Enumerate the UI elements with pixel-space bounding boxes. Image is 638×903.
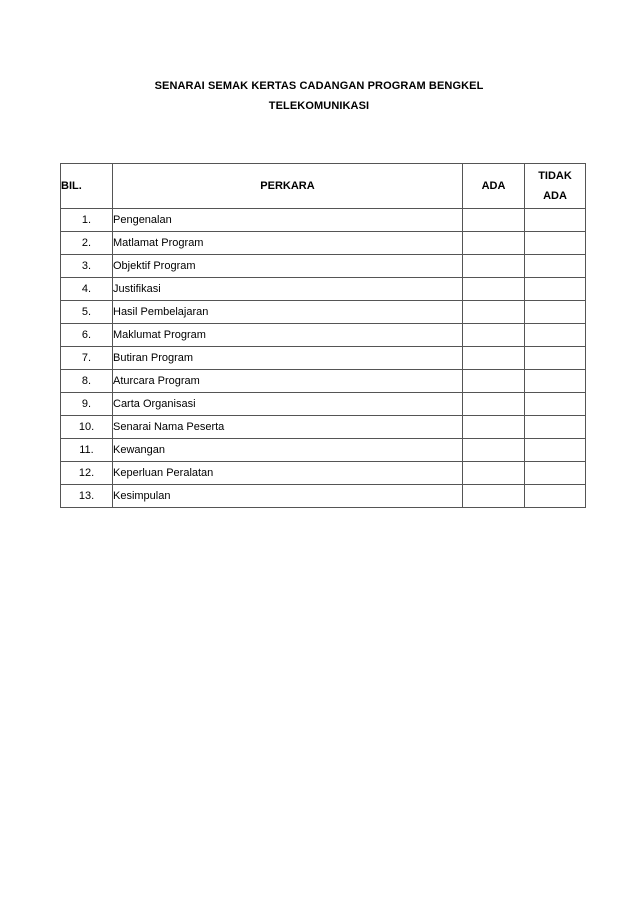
table-row <box>61 370 586 393</box>
ada-checkbox-cell[interactable] <box>463 255 525 278</box>
row-number: 11. <box>61 439 113 462</box>
header-tidak-ada <box>525 164 586 209</box>
ada-checkbox-cell[interactable] <box>463 485 525 508</box>
row-number: 12. <box>61 462 113 485</box>
header-perkara: PERKARA <box>113 164 463 209</box>
table-row <box>61 393 586 416</box>
table-row <box>61 301 586 324</box>
header-row <box>61 164 586 209</box>
tidak-ada-checkbox-cell[interactable] <box>525 301 586 324</box>
tidak-ada-checkbox-cell[interactable] <box>525 485 586 508</box>
ada-checkbox-cell[interactable] <box>463 347 525 370</box>
row-number: 2. <box>61 232 113 255</box>
header-ada: ADA <box>463 164 525 209</box>
ada-checkbox-cell[interactable] <box>463 209 525 232</box>
tidak-ada-checkbox-cell[interactable] <box>525 462 586 485</box>
ada-checkbox-cell[interactable] <box>463 393 525 416</box>
ada-checkbox-cell[interactable] <box>463 416 525 439</box>
table-row <box>61 209 586 232</box>
row-item: Maklumat Program <box>113 324 463 347</box>
header-bil: BIL. <box>61 164 113 209</box>
row-number: 6. <box>61 324 113 347</box>
table-row <box>61 462 586 485</box>
table-row <box>61 416 586 439</box>
tidak-ada-checkbox-cell[interactable] <box>525 439 586 462</box>
row-item: Justifikasi <box>113 278 463 301</box>
tidak-ada-checkbox-cell[interactable] <box>525 278 586 301</box>
row-number: 10. <box>61 416 113 439</box>
row-number: 8. <box>61 370 113 393</box>
row-number: 7. <box>61 347 113 370</box>
tidak-ada-checkbox-cell[interactable] <box>525 416 586 439</box>
row-item: Aturcara Program <box>113 370 463 393</box>
ada-checkbox-cell[interactable] <box>463 439 525 462</box>
tidak-ada-checkbox-cell[interactable] <box>525 393 586 416</box>
table-row <box>61 485 586 508</box>
table-row <box>61 324 586 347</box>
header-tidak-ada-line-1: TIDAK <box>538 170 572 182</box>
row-item: Butiran Program <box>113 347 463 370</box>
tidak-ada-checkbox-cell[interactable] <box>525 370 586 393</box>
tidak-ada-checkbox-cell[interactable] <box>525 347 586 370</box>
tidak-ada-checkbox-cell[interactable] <box>525 209 586 232</box>
row-item: Senarai Nama Peserta <box>113 416 463 439</box>
document-subtitle: TELEKOMUNIKASI <box>268 100 370 112</box>
document-title: SENARAI SEMAK KERTAS CADANGAN PROGRAM BENGKEL <box>154 80 484 92</box>
ada-checkbox-cell[interactable] <box>463 324 525 347</box>
row-number: 5. <box>61 301 113 324</box>
row-number: 13. <box>61 485 113 508</box>
row-item: Hasil Pembelajaran <box>113 301 463 324</box>
row-item: Kewangan <box>113 439 463 462</box>
header-tidak-ada-line-2: ADA <box>543 190 567 202</box>
row-number: 9. <box>61 393 113 416</box>
row-item: Matlamat Program <box>113 232 463 255</box>
row-item: Keperluan Peralatan <box>113 462 463 485</box>
ada-checkbox-cell[interactable] <box>463 462 525 485</box>
tidak-ada-checkbox-cell[interactable] <box>525 232 586 255</box>
row-number: 1. <box>61 209 113 232</box>
checklist-table <box>60 163 586 508</box>
table-row <box>61 255 586 278</box>
table-row <box>61 278 586 301</box>
row-number: 3. <box>61 255 113 278</box>
row-number: 4. <box>61 278 113 301</box>
row-item: Kesimpulan <box>113 485 463 508</box>
table-row <box>61 232 586 255</box>
tidak-ada-checkbox-cell[interactable] <box>525 324 586 347</box>
row-item: Carta Organisasi <box>113 393 463 416</box>
row-item: Objektif Program <box>113 255 463 278</box>
ada-checkbox-cell[interactable] <box>463 278 525 301</box>
ada-checkbox-cell[interactable] <box>463 370 525 393</box>
row-item: Pengenalan <box>113 209 463 232</box>
checklist-body <box>61 209 586 508</box>
table-row <box>61 347 586 370</box>
ada-checkbox-cell[interactable] <box>463 232 525 255</box>
tidak-ada-checkbox-cell[interactable] <box>525 255 586 278</box>
ada-checkbox-cell[interactable] <box>463 301 525 324</box>
table-row <box>61 439 586 462</box>
